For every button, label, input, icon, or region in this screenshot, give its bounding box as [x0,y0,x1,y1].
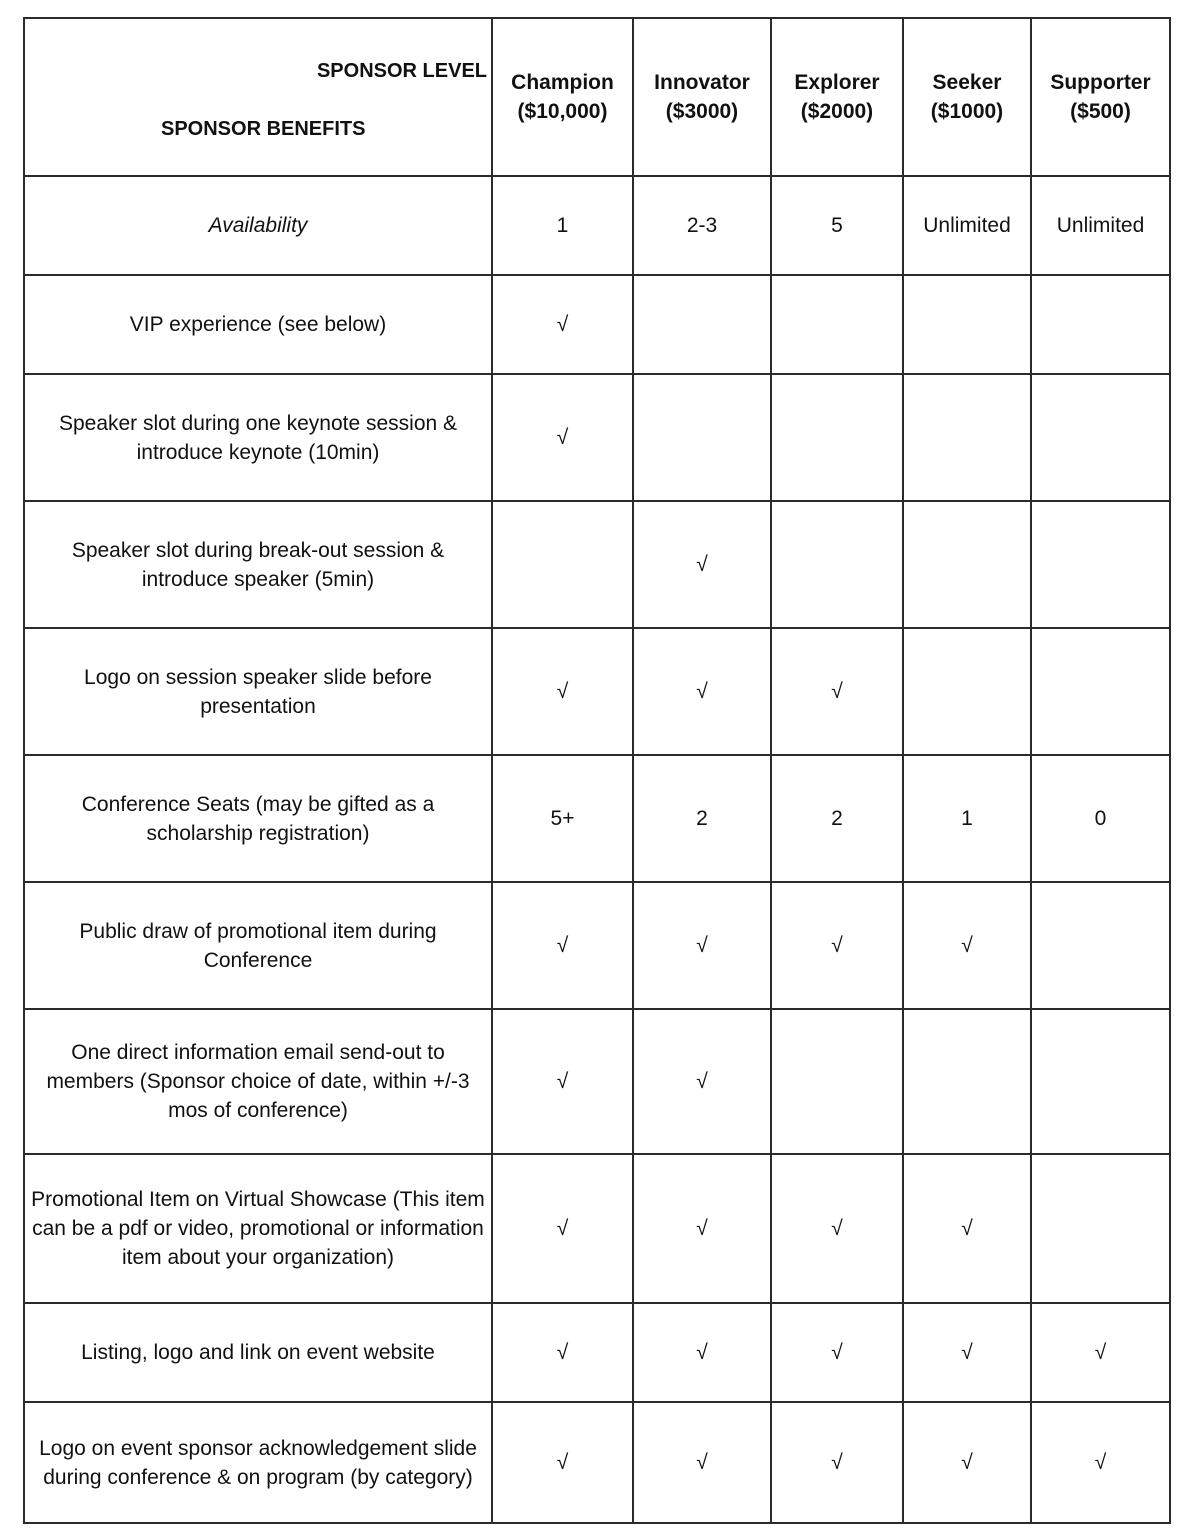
tier-price: ($1000) [930,100,1004,123]
benefit-value-champion: √ [492,275,633,374]
tier-header-seeker [903,18,1031,176]
tier-price: ($2000) [800,100,874,123]
benefit-label [24,501,492,628]
benefit-value-innovator [633,275,771,374]
benefit-label [24,1009,492,1154]
benefit-value-explorer [771,1009,903,1154]
benefit-value-supporter [1031,501,1170,628]
benefit-value-supporter [1031,1154,1170,1303]
benefit-value-supporter [1031,1009,1170,1154]
benefit-value-champion: √ [492,374,633,501]
benefit-value-innovator: √ [633,1303,771,1402]
benefit-value-champion: √ [492,1009,633,1154]
benefit-label [24,374,492,501]
benefit-label-text: One direct information email send-out to members (Sponsor choice of date, within +/-3 mos of conference) [46,1041,470,1122]
benefit-label [24,628,492,755]
tier-header-explorer [771,18,903,176]
benefit-value-supporter: √ [1031,1303,1170,1402]
benefit-label-text: Speaker slot during break-out session & introduce speaker (5min) [71,538,445,591]
header-corner-cell [24,18,492,176]
benefit-value-champion: 1 [492,176,633,275]
benefit-row-public-draw [24,882,1170,1009]
benefit-value-explorer: 2 [771,755,903,882]
benefit-value-explorer: √ [771,1303,903,1402]
benefit-value-supporter [1031,275,1170,374]
sponsor-benefits-table [23,17,1171,1524]
sponsor-benefits-label: SPONSOR BENEFITS [161,118,366,140]
tier-header-supporter [1031,18,1170,176]
benefit-value-innovator [633,374,771,501]
benefit-label-text: Public draw of promotional item during Conference [79,919,437,972]
benefit-label-text: Promotional Item on Virtual Showcase (This item can be a pdf or video, promotional or information item about your organization) [31,1188,485,1269]
benefit-value-seeker [903,275,1031,374]
benefit-value-explorer: √ [771,628,903,755]
tier-name: Supporter [1050,71,1151,94]
benefit-row-vip-experience [24,275,1170,374]
benefit-value-seeker: 1 [903,755,1031,882]
benefit-label-text: Conference Seats (may be gifted as a scholarship registration) [81,792,435,845]
tier-name: Explorer [794,71,880,94]
benefit-label-text: Logo on session speaker slide before presentation [84,665,432,718]
benefit-value-supporter [1031,882,1170,1009]
benefit-row-website-listing [24,1303,1170,1402]
benefit-row-session-logo [24,628,1170,755]
benefit-row-availability [24,176,1170,275]
benefit-label [24,1154,492,1303]
tier-name: Innovator [654,71,750,94]
benefit-label [24,1402,492,1523]
sponsor-level-label: SPONSOR LEVEL [316,60,487,82]
benefit-label-text: Speaker slot during one keynote session & introduce keynote (10min) [58,411,458,464]
tier-price: ($3000) [665,100,739,123]
benefit-row-virtual-showcase [24,1154,1170,1303]
tier-price: ($10,000) [517,100,608,123]
benefit-value-supporter: Unlimited [1031,176,1170,275]
tier-price: ($500) [1070,100,1131,123]
benefit-value-supporter: 0 [1031,755,1170,882]
benefit-label-text: Logo on event sponsor acknowledgement slide during conference & on program (by category) [39,1436,477,1489]
benefit-value-explorer: √ [771,882,903,1009]
benefit-value-champion: √ [492,1303,633,1402]
benefit-value-innovator: 2 [633,755,771,882]
benefit-value-seeker: √ [903,1154,1031,1303]
benefit-value-champion: 5+ [492,755,633,882]
benefit-value-supporter [1031,374,1170,501]
benefit-value-innovator: √ [633,501,771,628]
benefit-value-seeker: √ [903,882,1031,1009]
benefit-row-acknowledgement-slide [24,1402,1170,1523]
benefit-value-champion: √ [492,1154,633,1303]
benefit-value-seeker [903,374,1031,501]
tier-name: Seeker [932,71,1002,94]
benefit-value-champion [492,501,633,628]
benefit-value-innovator: √ [633,1402,771,1523]
benefit-value-supporter: √ [1031,1402,1170,1523]
benefit-row-breakout-speaker [24,501,1170,628]
benefit-value-seeker [903,501,1031,628]
tier-name: Champion [511,71,614,94]
benefit-value-champion: √ [492,882,633,1009]
benefit-value-innovator: √ [633,1154,771,1303]
tier-header-champion [492,18,633,176]
benefit-label [24,882,492,1009]
benefit-value-explorer [771,501,903,628]
benefit-value-seeker [903,628,1031,755]
benefit-value-innovator: √ [633,628,771,755]
benefit-value-innovator: √ [633,882,771,1009]
benefit-value-explorer [771,275,903,374]
benefit-label: Listing, logo and link on event website [24,1303,492,1402]
benefit-value-champion: √ [492,1402,633,1523]
header-row [24,18,1170,176]
benefit-row-conference-seats [24,755,1170,882]
benefit-value-seeker [903,1009,1031,1154]
benefit-value-seeker: Unlimited [903,176,1031,275]
benefit-value-seeker: √ [903,1402,1031,1523]
benefit-value-innovator: √ [633,1009,771,1154]
tier-header-innovator [633,18,771,176]
benefit-value-explorer [771,374,903,501]
benefit-value-supporter [1031,628,1170,755]
benefit-row-keynote-speaker [24,374,1170,501]
benefit-label [24,755,492,882]
benefit-value-champion: √ [492,628,633,755]
benefit-row-email-sendout [24,1009,1170,1154]
benefit-label: VIP experience (see below) [24,275,492,374]
benefit-value-explorer: 5 [771,176,903,275]
benefit-value-innovator: 2-3 [633,176,771,275]
benefit-value-explorer: √ [771,1402,903,1523]
benefit-label: Availability [24,176,492,275]
benefit-value-seeker: √ [903,1303,1031,1402]
benefit-value-explorer: √ [771,1154,903,1303]
